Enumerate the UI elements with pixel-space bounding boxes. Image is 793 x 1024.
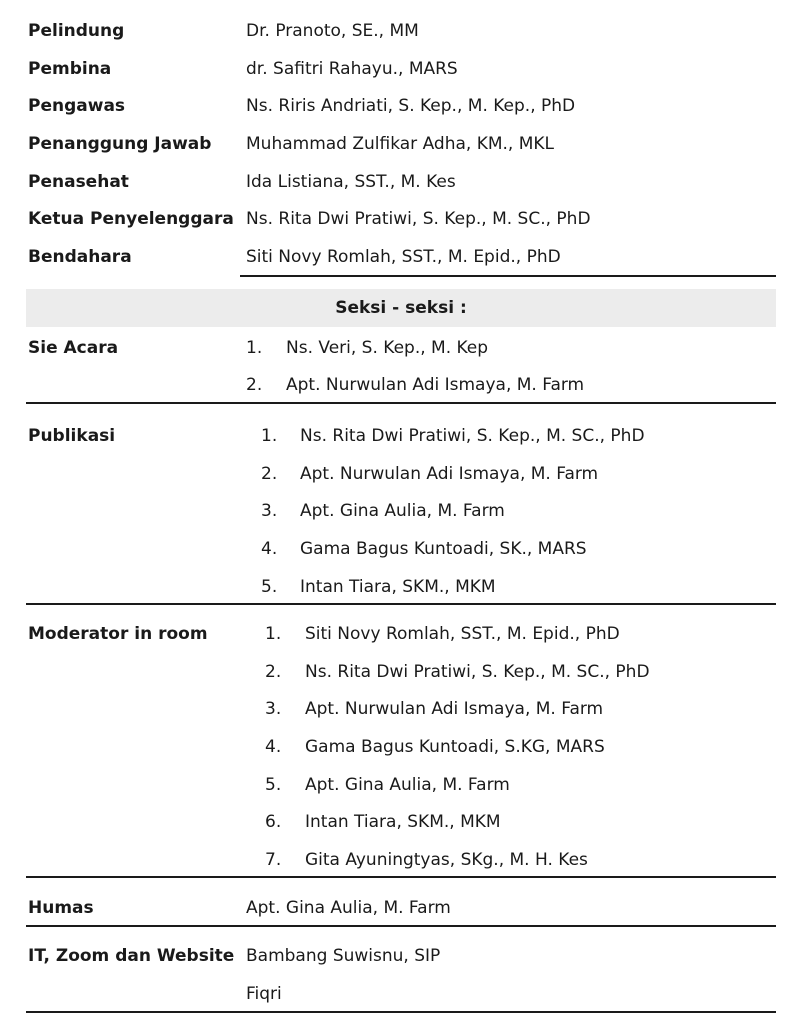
- official-row: [0, 163, 793, 201]
- section-acara: [0, 329, 793, 367]
- divider: [240, 275, 776, 277]
- divider: [26, 402, 776, 404]
- official-name: Ida Listiana, SST., M. Kes: [246, 172, 456, 192]
- list-item: Apt. Nurwulan Adi Ismaya, M. Farm: [300, 464, 599, 484]
- official-row: [0, 238, 793, 276]
- official-name: dr. Safitri Rahayu., MARS: [246, 59, 458, 79]
- official-name: Ns. Rita Dwi Pratiwi, S. Kep., M. SC., PhD: [246, 209, 591, 229]
- list-row: [0, 530, 793, 568]
- list-number: 5.: [261, 577, 278, 597]
- list-item: Apt. Nurwulan Adi Ismaya, M. Farm: [305, 699, 604, 719]
- list-row: [0, 803, 793, 841]
- list-number: 6.: [265, 812, 282, 832]
- official-name: Dr. Pranoto, SE., MM: [246, 21, 419, 41]
- list-row: [0, 975, 793, 1013]
- list-number: 3.: [261, 501, 278, 521]
- list-item: Apt. Gina Aulia, M. Farm: [246, 898, 451, 918]
- official-row: [0, 125, 793, 163]
- list-number: 5.: [265, 775, 282, 795]
- divider: [26, 1011, 776, 1013]
- list-item: Ns. Rita Dwi Pratiwi, S. Kep., M. SC., PhD: [300, 426, 645, 446]
- official-row: [0, 87, 793, 125]
- official-role: Pelindung: [28, 21, 125, 41]
- section-moderator: [0, 615, 793, 653]
- list-number: 4.: [261, 539, 278, 559]
- list-item: Apt. Nurwulan Adi Ismaya, M. Farm: [286, 375, 585, 395]
- divider: [26, 876, 776, 878]
- official-name: Ns. Riris Andriati, S. Kep., M. Kep., PhD: [246, 96, 576, 116]
- official-row: [0, 200, 793, 238]
- divider: [26, 603, 776, 605]
- section-label: Publikasi: [28, 426, 116, 446]
- list-item: Fiqri: [246, 984, 282, 1004]
- list-item: Apt. Gina Aulia, M. Farm: [305, 775, 510, 795]
- list-row: [0, 766, 793, 804]
- list-item: Siti Novy Romlah, SST., M. Epid., PhD: [305, 624, 620, 644]
- list-item: Gama Bagus Kuntoadi, SK., MARS: [300, 539, 587, 559]
- section-publikasi: [0, 417, 793, 455]
- list-number: 3.: [265, 699, 282, 719]
- section-label: Humas: [28, 898, 94, 918]
- official-role: Penanggung Jawab: [28, 134, 212, 154]
- list-row: [0, 841, 793, 879]
- official-name: Muhammad Zulfikar Adha, KM., MKL: [246, 134, 555, 154]
- official-role: Ketua Penyelenggara: [28, 209, 234, 229]
- list-item: Ns. Veri, S. Kep., M. Kep: [286, 338, 489, 358]
- list-item: Intan Tiara, SKM., MKM: [305, 812, 501, 832]
- list-item: Ns. Rita Dwi Pratiwi, S. Kep., M. SC., PhD: [305, 662, 650, 682]
- list-row: [0, 568, 793, 606]
- list-row: [0, 366, 793, 404]
- list-item: Gama Bagus Kuntoadi, S.KG, MARS: [305, 737, 605, 757]
- list-number: 1.: [261, 426, 278, 446]
- list-row: [0, 492, 793, 530]
- official-row: [0, 50, 793, 88]
- section-it: [0, 937, 793, 975]
- section-label: Moderator in room: [28, 624, 208, 644]
- list-item: Gita Ayuningtyas, SKg., M. H. Kes: [305, 850, 588, 870]
- list-number: 1.: [246, 338, 263, 358]
- list-row: [0, 728, 793, 766]
- list-number: 4.: [265, 737, 282, 757]
- section-label: IT, Zoom dan Website: [28, 946, 235, 966]
- official-role: Pengawas: [28, 96, 126, 116]
- list-item: Apt. Gina Aulia, M. Farm: [300, 501, 505, 521]
- list-item: Intan Tiara, SKM., MKM: [300, 577, 496, 597]
- official-role: Pembina: [28, 59, 112, 79]
- list-number: 2.: [246, 375, 263, 395]
- official-name: Siti Novy Romlah, SST., M. Epid., PhD: [246, 247, 561, 267]
- section-label: Sie Acara: [28, 338, 119, 358]
- list-row: [0, 690, 793, 728]
- official-role: Bendahara: [28, 247, 132, 267]
- sections-banner: Seksi - seksi :: [26, 289, 776, 327]
- list-row: [0, 653, 793, 691]
- list-number: 2.: [265, 662, 282, 682]
- divider: [26, 925, 776, 927]
- official-row: [0, 12, 793, 50]
- list-number: 7.: [265, 850, 282, 870]
- list-number: 1.: [265, 624, 282, 644]
- list-item: Bambang Suwisnu, SIP: [246, 946, 441, 966]
- list-row: [0, 455, 793, 493]
- list-number: 2.: [261, 464, 278, 484]
- section-humas: [0, 889, 793, 927]
- official-role: Penasehat: [28, 172, 129, 192]
